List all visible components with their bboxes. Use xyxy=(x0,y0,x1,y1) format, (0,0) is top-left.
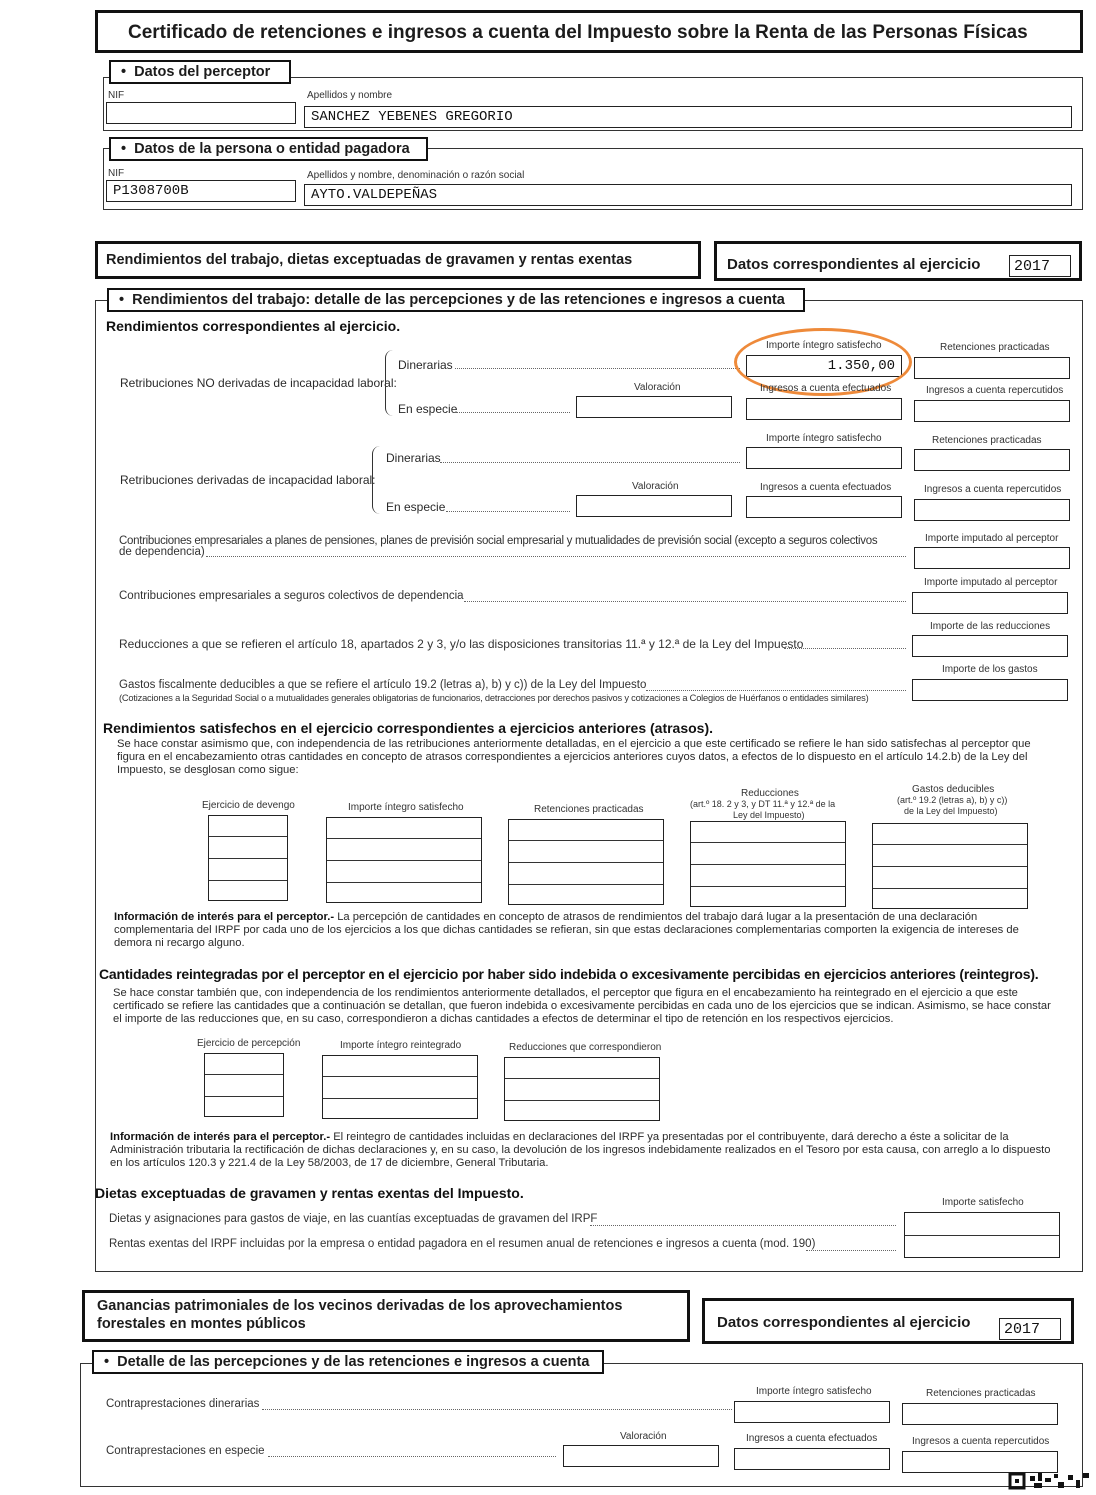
gastos-line1: Gastos fiscalmente deducibles a que se refiere el artículo 19.2 (letras a), b) y c)) de la Ley del Impuesto xyxy=(119,679,647,691)
section2-dinerarias-dots xyxy=(262,1409,732,1410)
section2-title-line1: Ganancias patrimoniales de los vecinos derivadas de los aprovechamientos xyxy=(97,1298,623,1314)
reintegros-col2-label: Importe íntegro reintegrado xyxy=(340,1040,462,1051)
block1-valoracion-label: Valoración xyxy=(634,382,681,393)
reintegros-col3-table[interactable] xyxy=(504,1057,660,1121)
reducciones-dots xyxy=(784,648,906,649)
section2-importe-field[interactable] xyxy=(734,1401,890,1423)
atrasos-col3-table[interactable] xyxy=(508,819,664,905)
section2-especie-dots xyxy=(268,1456,556,1457)
dietas-line2: Rentas exentas del IRPF incluidas por la empresa o entidad pagadora en el resumen anual de retenciones e ingresos a cuenta (mod. 190) xyxy=(109,1238,816,1250)
atrasos-col1-table[interactable] xyxy=(208,815,288,901)
section2-ingresos-label: Ingresos a cuenta efectuados xyxy=(746,1433,878,1444)
perceptor-name-label: Apellidos y nombre xyxy=(307,90,393,101)
section2-title-line2: forestales en montes públicos xyxy=(97,1316,306,1332)
block1-repercutidos-field[interactable] xyxy=(914,400,1070,422)
reintegros-title: Cantidades reintegradas por el perceptor en el ejercicio por haber sido indebida o excesivamente percibidas en ejercicios anteriores (reintegros). xyxy=(99,966,1039,982)
block1-retenciones-field[interactable] xyxy=(914,357,1070,379)
dietas-field-label: Importe satisfecho xyxy=(942,1197,1024,1208)
block1-ingresos-field[interactable] xyxy=(746,398,902,420)
block2-valoracion-field[interactable] xyxy=(576,495,732,517)
section1-year-box xyxy=(714,241,1082,281)
section2-year-label: Datos correspondientes al ejercicio xyxy=(717,1314,971,1331)
dietas-table[interactable] xyxy=(904,1212,1060,1258)
section1-year-value: 2017 xyxy=(1014,258,1051,275)
atrasos-col5-label-a: Gastos deducibles xyxy=(912,784,995,795)
perceptor-name-value: SANCHEZ YEBENES GREGORIO xyxy=(311,109,513,125)
reintegros-text: Se hace constar también que, con independencia de los rendimientos anteriormente detallados, el perceptor que figura en el encabezamiento ha reintegrado en el ejercicio a que este certificado se refiere las cantidades que a continuación se detallan, que fueron indebida o excesivamente percibidas en cada uno de los ejercicios que se indican. Asimismo, se hace constar el importe de las reducciones que, en su caso, correspondieron a dichas cantidades a efectos de determinar el tipo de retención en los respectivos ejercicios. xyxy=(113,987,1051,1025)
dietas-title: Dietas exceptuadas de gravamen y rentas exentas del Impuesto. xyxy=(95,1185,524,1201)
section2-dinerarias-label: Contraprestaciones dinerarias xyxy=(106,1398,260,1410)
reintegros-col3-label: Reducciones que correspondieron xyxy=(509,1042,662,1053)
contrib1-line1: Contribuciones empresariales a planes de pensiones, planes de previsión social empresarial y mutualidades de previsión social (excepto a seguros colectivos xyxy=(119,535,878,547)
gastos-field-label: Importe de los gastos xyxy=(942,664,1038,675)
section2-valoracion-field[interactable] xyxy=(563,1445,719,1467)
block1-especie-dots xyxy=(456,412,570,413)
gastos-field[interactable] xyxy=(912,679,1068,701)
atrasos-col5-table[interactable] xyxy=(872,823,1028,909)
block1-label: Retribuciones NO derivadas de incapacidad laboral: xyxy=(120,376,397,390)
section2-retenciones-label: Retenciones practicadas xyxy=(926,1388,1036,1399)
pagador-tab: • Datos de la persona o entidad pagadora xyxy=(109,137,428,161)
atrasos-info-text: La percepción de cantidades en concepto de atrasos de rendimientos del trabajo dará lugar a la presentación de una declaración complementaria del IRPF por cada uno de los ejercicios a los que dichas cantidades se refieran, sin que estas declaraciones complementarias comporten la exigencia de intereses de demora ni recargo alguno. xyxy=(114,911,1019,949)
section2-valoracion-label: Valoración xyxy=(620,1431,667,1442)
dietas-line2-dots xyxy=(806,1250,896,1251)
contrib2-label: Contribuciones empresariales a seguros colectivos de dependencia xyxy=(119,590,464,602)
section1-subtitle: Rendimientos correspondientes al ejercicio. xyxy=(106,318,401,334)
pagador-nif-field[interactable] xyxy=(106,180,296,202)
section1-tab: • Rendimientos del trabajo: detalle de las percepciones y de las retenciones e ingresos a cuenta xyxy=(107,288,805,312)
contrib1-line2: de dependencia) xyxy=(119,546,205,558)
block1-dinerarias: Dinerarias xyxy=(398,358,453,372)
atrasos-text: Se hace constar asimismo que, con independencia de las retribuciones anteriormente detalladas, en el ejercicio a que este certificado se refiere le han sido satisfechas al perceptor que figura en el encabezamiento otras cantidades en concepto de atrasos correspondientes a ejercicios anteriores cuyos datos, a efectos de lo dispuesto en el artículo 14.2.b) de la Ley del Impuesto, se desglosan como sigue: xyxy=(117,738,1031,776)
reintegros-col2-table[interactable] xyxy=(322,1055,478,1119)
perceptor-nif-label: NIF xyxy=(108,90,125,101)
gastos-dots xyxy=(646,690,906,691)
pagador-name-label: Apellidos y nombre, denominación o razón social xyxy=(307,170,525,181)
block2-valoracion-label: Valoración xyxy=(632,481,679,492)
reducciones-field[interactable] xyxy=(912,635,1068,657)
pagador-nif-value: P1308700B xyxy=(113,183,189,199)
block2-importe-field[interactable] xyxy=(746,447,902,469)
reintegros-info-text: El reintegro de cantidades incluidas en declaraciones del IRPF ya presentadas por el contribuyente, dará derecho a éste a solicitar de la Administración tributaria la rectificación de dichas declaraciones y, en su caso, la devolución de los ingresos indebidamente realizados en el Tesoro por esta causa, con arreglo a lo dispuesto en los artículos 120.3 y 221.4 de la Ley 58/2003, de 17 de diciembre, General Tributaria. xyxy=(110,1131,1051,1169)
contrib2-field-label: Importe imputado al perceptor xyxy=(924,577,1058,588)
atrasos-col5-label-c: de la Ley del Impuesto) xyxy=(904,806,998,816)
pagador-nif-label: NIF xyxy=(108,168,125,179)
atrasos-col3-label: Retenciones practicadas xyxy=(534,804,644,815)
atrasos-info-bold: Información de interés para el perceptor.- xyxy=(114,911,335,923)
atrasos-info xyxy=(114,911,1056,950)
atrasos-title: Rendimientos satisfechos en el ejercicio correspondientes a ejercicios anteriores (atrasos). xyxy=(103,720,714,736)
block1-brace xyxy=(385,350,394,416)
section1-title-box xyxy=(95,241,701,279)
section2-importe-label: Importe íntegro satisfecho xyxy=(756,1386,872,1397)
gastos-line2: (Cotizaciones a la Seguridad Social o a mutualidades generales obligatorias de funcionarios, detracciones por derechos pasivos y cotizaciones a Colegios de Huérfanos o entidades similares) xyxy=(119,693,869,703)
section2-year-value: 2017 xyxy=(1004,1321,1041,1338)
atrasos-col4-label-c: Ley del Impuesto) xyxy=(733,810,805,820)
reintegros-info-bold: Información de interés para el perceptor.- xyxy=(110,1131,331,1143)
block1-dinerarias-dots xyxy=(455,368,740,369)
atrasos-col1-label: Ejercicio de devengo xyxy=(202,800,295,811)
atrasos-col4-label-b: (art.º 18. 2 y 3, y DT 11.ª y 12.ª de la xyxy=(690,799,836,809)
block2-dinerarias-dots xyxy=(440,462,740,463)
dietas-line1-dots xyxy=(590,1225,896,1226)
atrasos-col4-table[interactable] xyxy=(690,821,846,907)
section2-year-field[interactable] xyxy=(999,1318,1061,1340)
section2-retenciones-field[interactable] xyxy=(902,1403,1058,1425)
section1-title: Rendimientos del trabajo, dietas exceptuadas de gravamen y rentas exentas xyxy=(106,252,633,268)
block1-retenciones-label: Retenciones practicadas xyxy=(940,342,1050,353)
block1-especie: En especie xyxy=(398,402,458,416)
contrib1-field-label: Importe imputado al perceptor xyxy=(925,533,1059,544)
block1-repercutidos-label: Ingresos a cuenta repercutidos xyxy=(926,385,1064,396)
block1-importe-label: Importe íntegro satisfecho xyxy=(766,340,882,351)
reducciones-field-label: Importe de las reducciones xyxy=(930,621,1051,632)
block1-ingresos-label: Ingresos a cuenta efectuados xyxy=(760,383,892,394)
block2-repercutidos-label: Ingresos a cuenta repercutidos xyxy=(924,484,1062,495)
reducciones-label: Reducciones a que se refieren el artículo 18, apartados 2 y 3, y/o las disposiciones transitorias 11.ª y 12.ª de la Ley del Impuesto xyxy=(119,637,804,651)
contrib1-field[interactable] xyxy=(914,547,1070,569)
section2-year-box xyxy=(702,1298,1074,1344)
atrasos-col4-label-a: Reducciones xyxy=(741,788,799,799)
block2-especie-dots xyxy=(446,511,570,512)
block2-retenciones-label: Retenciones practicadas xyxy=(932,435,1042,446)
qr-code-icon xyxy=(1008,1470,1094,1490)
pagador-name-field[interactable] xyxy=(304,184,1072,206)
perceptor-nif-field[interactable] xyxy=(106,102,296,124)
block2-especie: En especie xyxy=(386,500,446,514)
block2-ingresos-field[interactable] xyxy=(746,496,902,518)
pagador-name-value: AYTO.VALDEPEÑAS xyxy=(311,187,438,203)
section1-year-field[interactable] xyxy=(1009,255,1071,277)
block2-label: Retribuciones derivadas de incapacidad laboral: xyxy=(120,473,376,487)
block2-importe-label: Importe íntegro satisfecho xyxy=(766,433,882,444)
perceptor-tab: • Datos del perceptor xyxy=(109,60,291,84)
block2-ingresos-label: Ingresos a cuenta efectuados xyxy=(760,482,892,493)
reintegros-col1-table[interactable] xyxy=(204,1053,284,1117)
perceptor-name-field[interactable] xyxy=(304,106,1072,128)
contrib2-dots xyxy=(464,601,906,602)
certificate-title-box xyxy=(95,10,1083,53)
section2-title-box xyxy=(82,1290,690,1342)
section1-year-label: Datos correspondientes al ejercicio xyxy=(727,256,981,273)
atrasos-col2-label: Importe íntegro satisfecho xyxy=(348,802,464,813)
block1-importe-value: 1.350,00 xyxy=(827,358,895,374)
contrib2-field[interactable] xyxy=(912,592,1068,614)
dietas-line1: Dietas y asignaciones para gastos de viaje, en las cuantías exceptuadas de gravamen del IRPF xyxy=(109,1213,598,1225)
atrasos-col5-label-b: (art.º 19.2 (letras a), b) y c)) xyxy=(897,795,1008,805)
certificate-title: Certificado de retenciones e ingresos a cuenta del Impuesto sobre la Renta de las Personas Físicas xyxy=(128,22,1028,43)
reintegros-col1-label: Ejercicio de percepción xyxy=(197,1038,301,1049)
block2-dinerarias: Dinerarias xyxy=(386,451,441,465)
section2-ingresos-field[interactable] xyxy=(734,1448,890,1470)
section2-especie-label: Contraprestaciones en especie xyxy=(106,1445,265,1457)
block2-retenciones-field[interactable] xyxy=(914,449,1070,471)
contrib1-dots xyxy=(206,556,906,557)
block2-brace xyxy=(372,446,381,514)
reintegros-info xyxy=(110,1131,1055,1170)
block1-valoracion-field[interactable] xyxy=(576,396,732,418)
section2-repercutidos-label: Ingresos a cuenta repercutidos xyxy=(912,1436,1050,1447)
block2-repercutidos-field[interactable] xyxy=(914,499,1070,521)
section2-tab: • Detalle de las percepciones y de las retenciones e ingresos a cuenta xyxy=(92,1350,604,1374)
atrasos-col2-table[interactable] xyxy=(326,817,482,903)
